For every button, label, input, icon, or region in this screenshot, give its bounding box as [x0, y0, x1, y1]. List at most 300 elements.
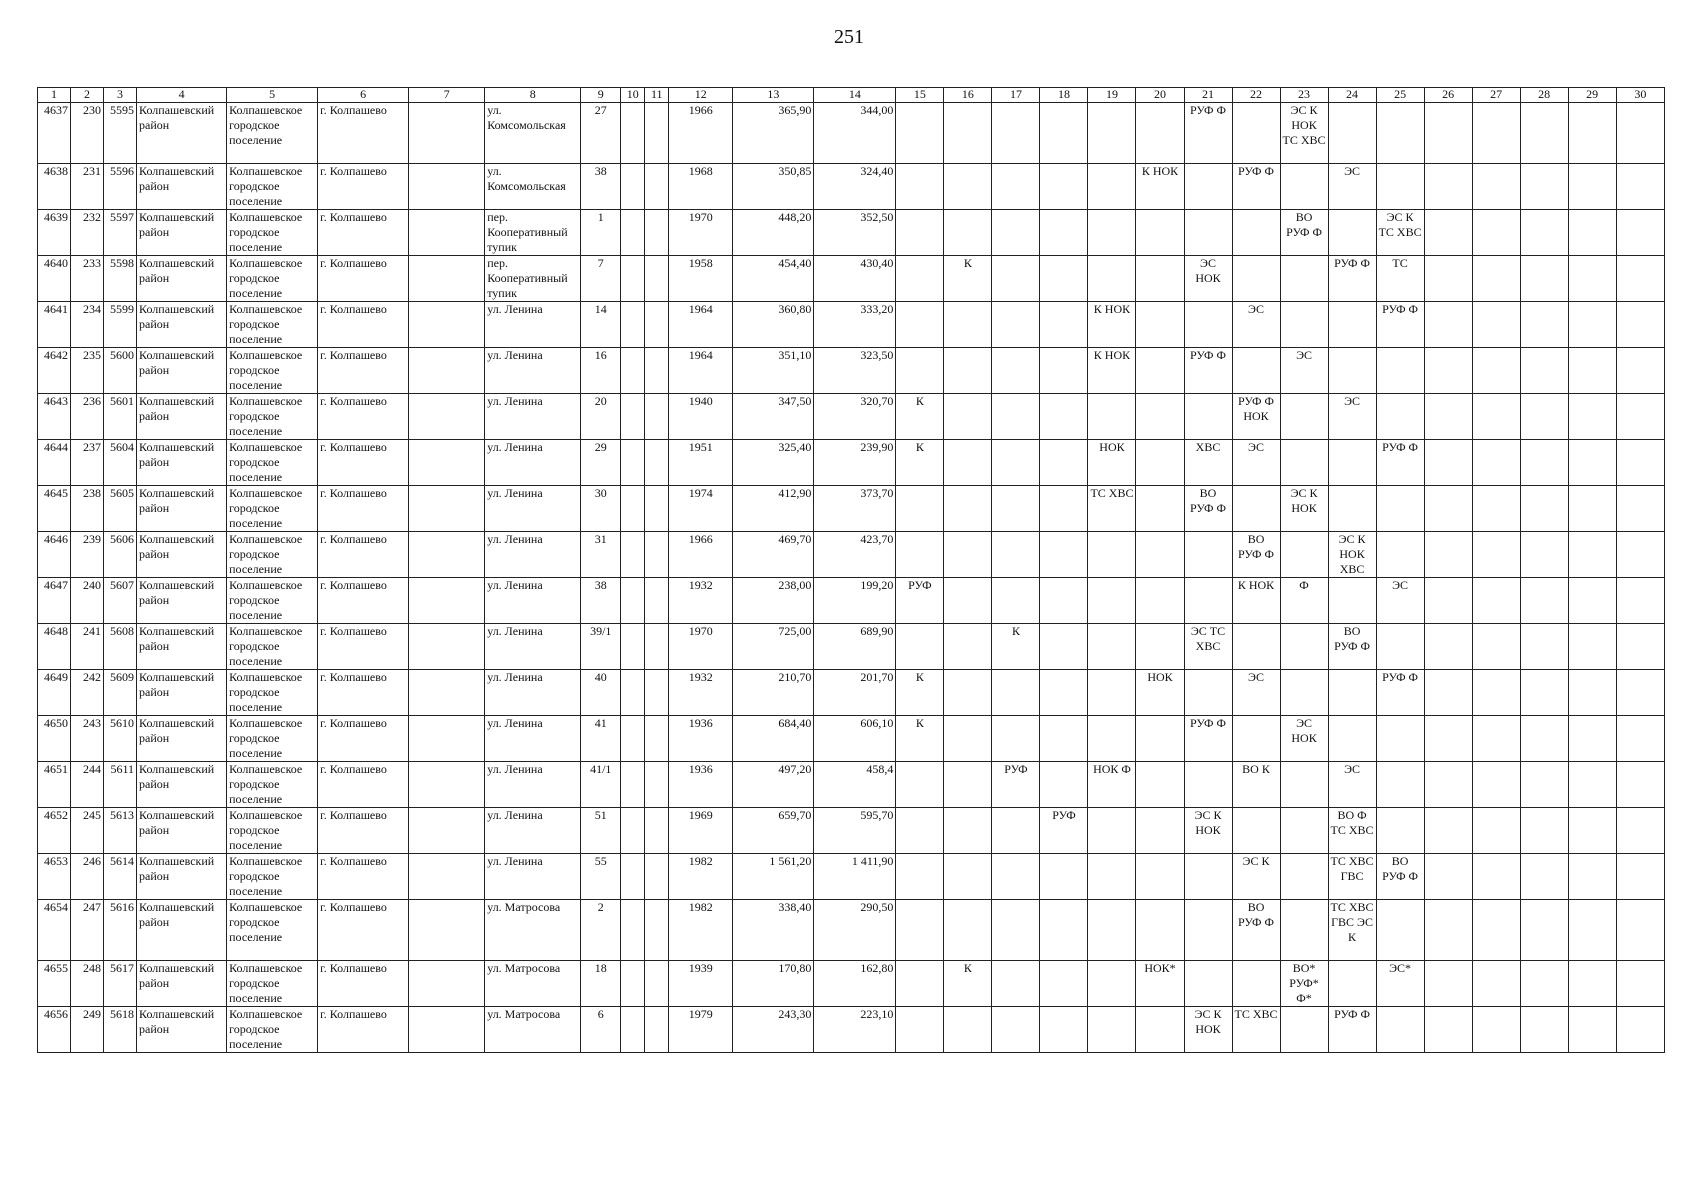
- cell-col-23: [1280, 1007, 1328, 1053]
- cell-col-23: ЭС НОК: [1280, 716, 1328, 762]
- cell-col-10: [621, 670, 645, 716]
- cell-col-7: [409, 532, 485, 578]
- cell-col-29: [1568, 103, 1616, 164]
- cell-col-27: [1472, 486, 1520, 532]
- cell-col-1: 4640: [38, 256, 71, 302]
- cell-col-24: [1328, 440, 1376, 486]
- cell-col-14: 239,90: [814, 440, 896, 486]
- cell-col-18: [1040, 900, 1088, 961]
- cell-col-9: 1: [581, 210, 621, 256]
- cell-col-21: ВО РУФ Ф: [1184, 486, 1232, 532]
- cell-col-6: г. Колпашево: [318, 256, 409, 302]
- cell-col-6: г. Колпашево: [318, 164, 409, 210]
- cell-col-16: [944, 670, 992, 716]
- cell-col-23: [1280, 256, 1328, 302]
- cell-col-6: г. Колпашево: [318, 854, 409, 900]
- cell-col-22: [1232, 808, 1280, 854]
- cell-col-15: К: [896, 394, 944, 440]
- cell-col-23: Ф: [1280, 578, 1328, 624]
- cell-col-2: 244: [71, 762, 104, 808]
- cell-col-24: ВО Ф ТС ХВС: [1328, 808, 1376, 854]
- cell-col-26: [1424, 624, 1472, 670]
- cell-col-28: [1520, 302, 1568, 348]
- cell-col-13: 243,30: [733, 1007, 814, 1053]
- cell-col-14: 223,10: [814, 1007, 896, 1053]
- cell-col-5: Колпашевское городское поселение: [227, 256, 318, 302]
- cell-col-6: г. Колпашево: [318, 302, 409, 348]
- cell-col-8: ул. Комсомольская: [485, 103, 581, 164]
- cell-col-26: [1424, 716, 1472, 762]
- cell-col-18: [1040, 716, 1088, 762]
- cell-col-17: [992, 164, 1040, 210]
- cell-col-26: [1424, 808, 1472, 854]
- cell-col-26: [1424, 256, 1472, 302]
- cell-col-23: [1280, 394, 1328, 440]
- cell-col-24: [1328, 348, 1376, 394]
- cell-col-27: [1472, 578, 1520, 624]
- cell-col-29: [1568, 440, 1616, 486]
- cell-col-17: [992, 808, 1040, 854]
- cell-col-26: [1424, 1007, 1472, 1053]
- cell-col-22: ВО РУФ Ф: [1232, 532, 1280, 578]
- cell-col-29: [1568, 624, 1616, 670]
- cell-col-25: [1376, 164, 1424, 210]
- cell-col-12: 1964: [669, 348, 733, 394]
- cell-col-4: Колпашевский район: [137, 348, 227, 394]
- cell-col-21: [1184, 394, 1232, 440]
- cell-col-26: [1424, 532, 1472, 578]
- cell-col-2: 235: [71, 348, 104, 394]
- cell-col-8: ул. Матросова: [485, 1007, 581, 1053]
- cell-col-15: [896, 164, 944, 210]
- cell-col-23: ЭС К НОК: [1280, 486, 1328, 532]
- column-header-16: 16: [944, 88, 992, 103]
- cell-col-1: 4650: [38, 716, 71, 762]
- cell-col-19: [1088, 961, 1136, 1007]
- cell-col-17: К: [992, 624, 1040, 670]
- cell-col-24: [1328, 961, 1376, 1007]
- cell-col-4: Колпашевский район: [137, 256, 227, 302]
- cell-col-27: [1472, 348, 1520, 394]
- column-header-11: 11: [645, 88, 669, 103]
- cell-col-20: [1136, 1007, 1184, 1053]
- cell-col-6: г. Колпашево: [318, 103, 409, 164]
- column-header-1: 1: [38, 88, 71, 103]
- cell-col-19: [1088, 103, 1136, 164]
- cell-col-28: [1520, 900, 1568, 961]
- cell-col-14: 423,70: [814, 532, 896, 578]
- cell-col-5: Колпашевское городское поселение: [227, 670, 318, 716]
- cell-col-15: [896, 961, 944, 1007]
- cell-col-4: Колпашевский район: [137, 961, 227, 1007]
- cell-col-19: [1088, 578, 1136, 624]
- cell-col-11: [645, 624, 669, 670]
- cell-col-11: [645, 486, 669, 532]
- cell-col-15: [896, 1007, 944, 1053]
- cell-col-12: 1939: [669, 961, 733, 1007]
- cell-col-7: [409, 670, 485, 716]
- cell-col-10: [621, 210, 645, 256]
- cell-col-7: [409, 164, 485, 210]
- cell-col-14: 430,40: [814, 256, 896, 302]
- cell-col-30: [1616, 486, 1664, 532]
- cell-col-3: 5607: [104, 578, 137, 624]
- cell-col-5: Колпашевское городское поселение: [227, 624, 318, 670]
- cell-col-2: 233: [71, 256, 104, 302]
- cell-col-23: [1280, 532, 1328, 578]
- cell-col-9: 2: [581, 900, 621, 961]
- cell-col-21: [1184, 762, 1232, 808]
- column-header-9: 9: [581, 88, 621, 103]
- cell-col-1: 4644: [38, 440, 71, 486]
- cell-col-23: [1280, 762, 1328, 808]
- cell-col-13: 1 561,20: [733, 854, 814, 900]
- cell-col-14: 323,50: [814, 348, 896, 394]
- cell-col-6: г. Колпашево: [318, 716, 409, 762]
- cell-col-14: 595,70: [814, 808, 896, 854]
- column-header-19: 19: [1088, 88, 1136, 103]
- cell-col-28: [1520, 1007, 1568, 1053]
- cell-col-15: РУФ: [896, 578, 944, 624]
- cell-col-4: Колпашевский район: [137, 302, 227, 348]
- cell-col-9: 20: [581, 394, 621, 440]
- cell-col-14: 373,70: [814, 486, 896, 532]
- cell-col-3: 5595: [104, 103, 137, 164]
- cell-col-22: [1232, 210, 1280, 256]
- cell-col-11: [645, 394, 669, 440]
- cell-col-28: [1520, 103, 1568, 164]
- cell-col-29: [1568, 164, 1616, 210]
- table-row: [38, 302, 1665, 348]
- cell-col-4: Колпашевский район: [137, 440, 227, 486]
- cell-col-12: 1932: [669, 578, 733, 624]
- cell-col-13: 347,50: [733, 394, 814, 440]
- table-row: [38, 762, 1665, 808]
- cell-col-13: 170,80: [733, 961, 814, 1007]
- cell-col-4: Колпашевский район: [137, 854, 227, 900]
- cell-col-3: 5604: [104, 440, 137, 486]
- cell-col-3: 5616: [104, 900, 137, 961]
- cell-col-6: г. Колпашево: [318, 624, 409, 670]
- cell-col-3: 5599: [104, 302, 137, 348]
- cell-col-23: [1280, 440, 1328, 486]
- cell-col-15: [896, 532, 944, 578]
- cell-col-10: [621, 532, 645, 578]
- column-header-28: 28: [1520, 88, 1568, 103]
- cell-col-7: [409, 256, 485, 302]
- cell-col-7: [409, 394, 485, 440]
- cell-col-2: 241: [71, 624, 104, 670]
- cell-col-11: [645, 532, 669, 578]
- cell-col-8: ул. Матросова: [485, 900, 581, 961]
- cell-col-25: ВО РУФ Ф: [1376, 854, 1424, 900]
- cell-col-4: Колпашевский район: [137, 900, 227, 961]
- column-header-5: 5: [227, 88, 318, 103]
- cell-col-14: 320,70: [814, 394, 896, 440]
- cell-col-29: [1568, 900, 1616, 961]
- cell-col-14: 1 411,90: [814, 854, 896, 900]
- cell-col-1: 4655: [38, 961, 71, 1007]
- cell-col-13: 725,00: [733, 624, 814, 670]
- cell-col-12: 1970: [669, 624, 733, 670]
- cell-col-24: [1328, 302, 1376, 348]
- cell-col-4: Колпашевский район: [137, 762, 227, 808]
- cell-col-9: 6: [581, 1007, 621, 1053]
- cell-col-10: [621, 486, 645, 532]
- cell-col-6: г. Колпашево: [318, 394, 409, 440]
- cell-col-24: РУФ Ф: [1328, 256, 1376, 302]
- cell-col-12: 1968: [669, 164, 733, 210]
- column-header-21: 21: [1184, 88, 1232, 103]
- cell-col-18: [1040, 578, 1088, 624]
- cell-col-20: [1136, 762, 1184, 808]
- column-header-26: 26: [1424, 88, 1472, 103]
- table-row: [38, 624, 1665, 670]
- cell-col-30: [1616, 578, 1664, 624]
- cell-col-16: К: [944, 256, 992, 302]
- cell-col-21: [1184, 210, 1232, 256]
- column-header-2: 2: [71, 88, 104, 103]
- cell-col-22: [1232, 624, 1280, 670]
- cell-col-20: [1136, 486, 1184, 532]
- table-row: [38, 854, 1665, 900]
- cell-col-18: [1040, 670, 1088, 716]
- cell-col-10: [621, 256, 645, 302]
- cell-col-18: [1040, 440, 1088, 486]
- cell-col-3: 5611: [104, 762, 137, 808]
- column-header-7: 7: [409, 88, 485, 103]
- cell-col-27: [1472, 808, 1520, 854]
- column-header-17: 17: [992, 88, 1040, 103]
- cell-col-4: Колпашевский район: [137, 210, 227, 256]
- cell-col-12: 1936: [669, 716, 733, 762]
- cell-col-2: 242: [71, 670, 104, 716]
- cell-col-18: [1040, 961, 1088, 1007]
- cell-col-14: 458,4: [814, 762, 896, 808]
- cell-col-3: 5606: [104, 532, 137, 578]
- cell-col-26: [1424, 164, 1472, 210]
- cell-col-5: Колпашевское городское поселение: [227, 961, 318, 1007]
- cell-col-15: [896, 348, 944, 394]
- cell-col-19: НОК Ф: [1088, 762, 1136, 808]
- cell-col-3: 5617: [104, 961, 137, 1007]
- cell-col-13: 360,80: [733, 302, 814, 348]
- cell-col-20: К НОК: [1136, 164, 1184, 210]
- cell-col-21: ЭС К НОК: [1184, 1007, 1232, 1053]
- cell-col-5: Колпашевское городское поселение: [227, 164, 318, 210]
- column-header-8: 8: [485, 88, 581, 103]
- cell-col-23: [1280, 900, 1328, 961]
- cell-col-22: [1232, 103, 1280, 164]
- cell-col-3: 5613: [104, 808, 137, 854]
- cell-col-13: 325,40: [733, 440, 814, 486]
- cell-col-23: ЭС: [1280, 348, 1328, 394]
- cell-col-23: [1280, 670, 1328, 716]
- cell-col-20: [1136, 394, 1184, 440]
- cell-col-29: [1568, 302, 1616, 348]
- cell-col-28: [1520, 486, 1568, 532]
- cell-col-30: [1616, 854, 1664, 900]
- cell-col-30: [1616, 716, 1664, 762]
- cell-col-2: 232: [71, 210, 104, 256]
- cell-col-20: [1136, 854, 1184, 900]
- cell-col-4: Колпашевский район: [137, 670, 227, 716]
- cell-col-11: [645, 578, 669, 624]
- cell-col-29: [1568, 394, 1616, 440]
- cell-col-12: 1966: [669, 103, 733, 164]
- column-header-18: 18: [1040, 88, 1088, 103]
- cell-col-29: [1568, 256, 1616, 302]
- table-row: [38, 670, 1665, 716]
- cell-col-26: [1424, 762, 1472, 808]
- cell-col-15: К: [896, 716, 944, 762]
- cell-col-1: 4652: [38, 808, 71, 854]
- table-row: [38, 578, 1665, 624]
- cell-col-16: [944, 532, 992, 578]
- cell-col-25: [1376, 103, 1424, 164]
- cell-col-14: 162,80: [814, 961, 896, 1007]
- cell-col-29: [1568, 716, 1616, 762]
- cell-col-14: 290,50: [814, 900, 896, 961]
- cell-col-15: [896, 103, 944, 164]
- cell-col-10: [621, 762, 645, 808]
- cell-col-17: [992, 440, 1040, 486]
- cell-col-6: г. Колпашево: [318, 578, 409, 624]
- cell-col-3: 5608: [104, 624, 137, 670]
- cell-col-13: 448,20: [733, 210, 814, 256]
- cell-col-13: 338,40: [733, 900, 814, 961]
- cell-col-18: [1040, 302, 1088, 348]
- cell-col-19: ТС ХВС: [1088, 486, 1136, 532]
- cell-col-25: РУФ Ф: [1376, 670, 1424, 716]
- table-row: [38, 210, 1665, 256]
- cell-col-11: [645, 302, 669, 348]
- column-header-22: 22: [1232, 88, 1280, 103]
- cell-col-28: [1520, 394, 1568, 440]
- cell-col-11: [645, 103, 669, 164]
- cell-col-28: [1520, 164, 1568, 210]
- cell-col-13: 351,10: [733, 348, 814, 394]
- cell-col-19: [1088, 854, 1136, 900]
- cell-col-21: РУФ Ф: [1184, 716, 1232, 762]
- cell-col-8: ул. Ленина: [485, 394, 581, 440]
- cell-col-10: [621, 394, 645, 440]
- cell-col-16: К: [944, 961, 992, 1007]
- cell-col-6: г. Колпашево: [318, 961, 409, 1007]
- cell-col-2: 237: [71, 440, 104, 486]
- cell-col-7: [409, 578, 485, 624]
- cell-col-5: Колпашевское городское поселение: [227, 854, 318, 900]
- cell-col-25: ТС: [1376, 256, 1424, 302]
- cell-col-28: [1520, 854, 1568, 900]
- cell-col-1: 4649: [38, 670, 71, 716]
- page-number: 251: [834, 26, 864, 48]
- cell-col-1: 4656: [38, 1007, 71, 1053]
- cell-col-7: [409, 854, 485, 900]
- cell-col-10: [621, 1007, 645, 1053]
- table-row: [38, 1007, 1665, 1053]
- cell-col-5: Колпашевское городское поселение: [227, 440, 318, 486]
- cell-col-23: [1280, 302, 1328, 348]
- cell-col-24: ТС ХВС ГВС ЭС К: [1328, 900, 1376, 961]
- cell-col-29: [1568, 854, 1616, 900]
- cell-col-30: [1616, 210, 1664, 256]
- cell-col-30: [1616, 348, 1664, 394]
- cell-col-22: [1232, 716, 1280, 762]
- cell-col-6: г. Колпашево: [318, 532, 409, 578]
- cell-col-30: [1616, 394, 1664, 440]
- cell-col-11: [645, 670, 669, 716]
- cell-col-4: Колпашевский район: [137, 808, 227, 854]
- cell-col-2: 240: [71, 578, 104, 624]
- cell-col-6: г. Колпашево: [318, 348, 409, 394]
- cell-col-28: [1520, 440, 1568, 486]
- cell-col-13: 659,70: [733, 808, 814, 854]
- cell-col-5: Колпашевское городское поселение: [227, 762, 318, 808]
- cell-col-5: Колпашевское городское поселение: [227, 348, 318, 394]
- cell-col-4: Колпашевский район: [137, 1007, 227, 1053]
- cell-col-7: [409, 961, 485, 1007]
- cell-col-25: [1376, 624, 1424, 670]
- cell-col-8: пер. Кооперативный тупик: [485, 256, 581, 302]
- cell-col-27: [1472, 394, 1520, 440]
- cell-col-22: [1232, 256, 1280, 302]
- cell-col-28: [1520, 762, 1568, 808]
- cell-col-27: [1472, 961, 1520, 1007]
- cell-col-22: РУФ Ф НОК: [1232, 394, 1280, 440]
- cell-col-26: [1424, 961, 1472, 1007]
- cell-col-27: [1472, 854, 1520, 900]
- cell-col-23: ВО РУФ Ф: [1280, 210, 1328, 256]
- cell-col-2: 246: [71, 854, 104, 900]
- cell-col-10: [621, 961, 645, 1007]
- cell-col-4: Колпашевский район: [137, 486, 227, 532]
- cell-col-21: [1184, 164, 1232, 210]
- cell-col-22: [1232, 961, 1280, 1007]
- cell-col-4: Колпашевский район: [137, 532, 227, 578]
- cell-col-23: [1280, 808, 1328, 854]
- cell-col-20: [1136, 578, 1184, 624]
- cell-col-24: ЭС: [1328, 164, 1376, 210]
- cell-col-21: ХВС: [1184, 440, 1232, 486]
- column-header-10: 10: [621, 88, 645, 103]
- cell-col-22: ЭС К: [1232, 854, 1280, 900]
- column-header-14: 14: [814, 88, 896, 103]
- cell-col-15: [896, 624, 944, 670]
- cell-col-13: 365,90: [733, 103, 814, 164]
- cell-col-7: [409, 808, 485, 854]
- cell-col-4: Колпашевский район: [137, 624, 227, 670]
- cell-col-12: 1936: [669, 762, 733, 808]
- cell-col-16: [944, 716, 992, 762]
- cell-col-3: 5610: [104, 716, 137, 762]
- cell-col-13: 210,70: [733, 670, 814, 716]
- cell-col-3: 5601: [104, 394, 137, 440]
- cell-col-19: [1088, 1007, 1136, 1053]
- cell-col-6: г. Колпашево: [318, 670, 409, 716]
- cell-col-9: 18: [581, 961, 621, 1007]
- cell-col-24: [1328, 716, 1376, 762]
- cell-col-24: ЭС: [1328, 394, 1376, 440]
- cell-col-15: [896, 900, 944, 961]
- cell-col-25: ЭС*: [1376, 961, 1424, 1007]
- cell-col-16: [944, 210, 992, 256]
- cell-col-24: ЭС: [1328, 762, 1376, 808]
- cell-col-30: [1616, 961, 1664, 1007]
- cell-col-18: РУФ: [1040, 808, 1088, 854]
- cell-col-29: [1568, 348, 1616, 394]
- cell-col-3: 5596: [104, 164, 137, 210]
